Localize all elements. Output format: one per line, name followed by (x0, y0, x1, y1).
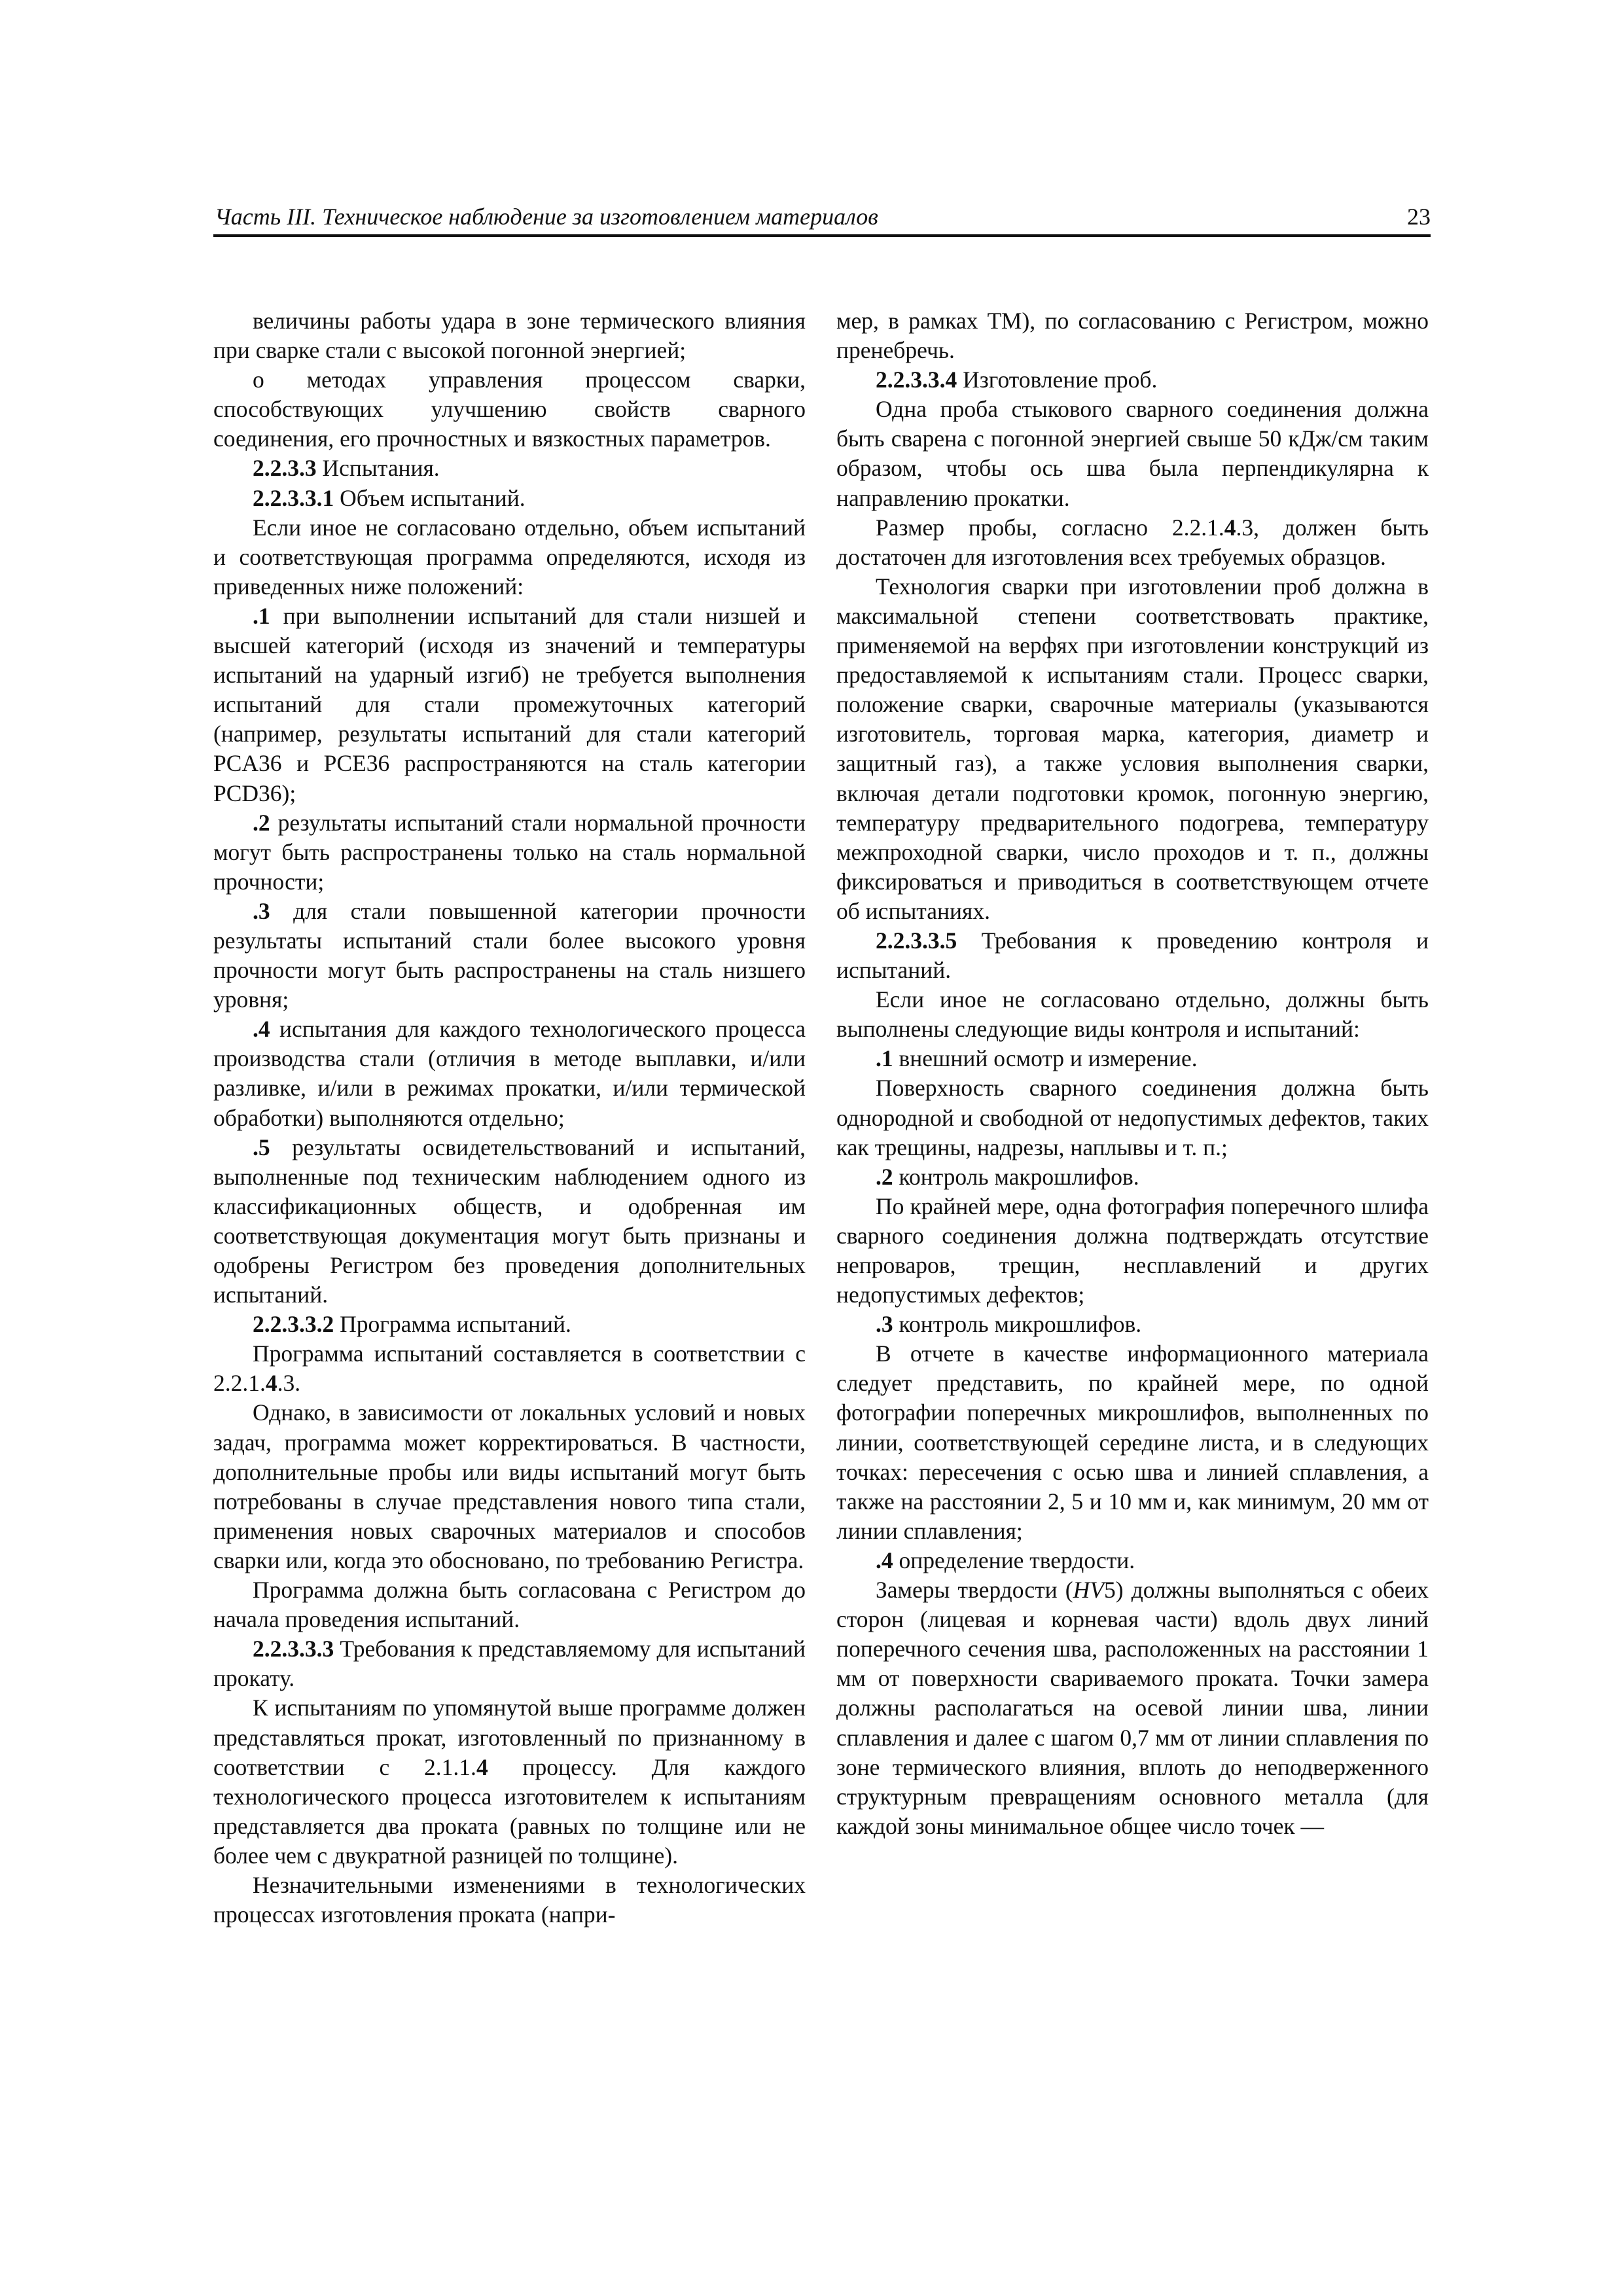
paragraph-text: величины работы удара в зоне термического влияния при сварке стали с высокой погонной энергией; (213, 308, 806, 364)
paragraph (213, 306, 806, 365)
paragraph-text: при выполнении испытаний для стали низшей и высшей категорий (исходя из значений и температуры испытаний на ударный изгиб) не требуется выполнения испытаний для стали промежуточных категорий (например, результаты испытаний для стали категорий PCA36 и PCE36 распространяются на сталь категории PCD36); (213, 602, 806, 806)
paragraph-text: Изготовление проб. (957, 367, 1158, 393)
page-number: 23 (1407, 204, 1431, 230)
paragraph (213, 484, 806, 513)
clause-number: .4 (253, 1016, 270, 1043)
clause-number: .3 (876, 1311, 893, 1338)
paragraph-text-tail: процессу. Для каждого технологического процесса изготовителем к испытаниям представляется два проката (равных по толщине или не более чем с двукратной разницей по толщине). (213, 1753, 806, 1869)
paragraph-text: мер, в рамках ТМ), по согласованию с Регистром, можно пренебречь. (836, 308, 1429, 364)
paragraph (836, 985, 1429, 1044)
paragraph-text: Технология сварки при изготовлении проб должна в максимальной степени соответствовать практике, применяемой на верфях при изготовлении конструкций из предоставляемой к испытаниям стали. Процесс сварки, положение сварки, сварочные материалы (указываются изготовитель, торговая марка, категория, диаметр и защитный газ), а также условия выполнения сварки, включая детали подготовки кромок, погонную энергию, температуру предварительного подогрева, температуру межпроходной сварки, число проходов и т. п., должны фиксироваться и приводиться в соответствующем отчете об испытаниях. (836, 573, 1429, 924)
paragraph (836, 306, 1429, 365)
paragraph (836, 1546, 1429, 1575)
paragraph (836, 572, 1429, 926)
paragraph (213, 808, 806, 897)
paragraph (213, 1575, 806, 1634)
paragraph (836, 395, 1429, 512)
paragraph-text: внешний осмотр и измерение. (893, 1045, 1198, 1072)
clause-number: 2.2.3.3.3 (253, 1636, 334, 1662)
left-column (213, 306, 806, 1929)
paragraph (213, 1398, 806, 1575)
paragraph (836, 365, 1429, 395)
paragraph-text-tail: .3, должен быть достаточен для изготовления всех требуемых образцов. (836, 514, 1429, 570)
paragraph (836, 1339, 1429, 1546)
clause-number: .5 (253, 1134, 270, 1160)
right-column (836, 306, 1429, 1841)
paragraph-text: По крайней мере, одна фотография поперечного шлифа сварного соединения должна подтверждать отсутствие непроваров, трещин, несплавлений и других недопустимых дефектов; (836, 1193, 1429, 1308)
paragraph (836, 513, 1429, 572)
paragraph-text: испытания для каждого технологического процесса производства стали (отличия в методе выплавки, и/или разливке, и/или в режимах прокатки, и/или термической обработки) выполняются отдельно; (213, 1016, 806, 1131)
running-title: Часть III. Техническое наблюдение за изготовлением материалов (215, 204, 878, 230)
clause-number: 2.2.3.3.1 (253, 484, 334, 511)
italic-term: HV (1073, 1577, 1104, 1604)
paragraph (836, 1310, 1429, 1339)
paragraph-text: Программа испытаний. (334, 1311, 571, 1338)
paragraph (213, 1014, 806, 1132)
paragraph-text: Требования к представляемому для испытаний прокату. (213, 1636, 806, 1692)
paragraph (836, 1192, 1429, 1310)
paragraph-text: контроль микрошлифов. (893, 1311, 1142, 1338)
paragraph-text: Если иное не согласовано отдельно, объем испытаний и соответствующая программа определяются, исходя из приведенных ниже положений: (213, 514, 806, 600)
paragraph-text: определение твердости. (893, 1547, 1135, 1573)
paragraph-text: Размер пробы, согласно 2.2.1. (876, 514, 1224, 541)
paragraph-text: В отчете в качестве информационного материала следует представить, по крайней мере, по одной фотографии поперечных микрошлифов, выполненных по линии, соответствующей середине листа, и в следующих точках: пересечения с осью шва и линией сплавления, а также на расстоянии 2, 5 и 10 мм и, как минимум, 20 мм от линии сплавления; (836, 1340, 1429, 1544)
paragraph-text: о методах управления процессом сварки, способствующих улучшению свойств сварного соединения, его прочностных и вязкостных параметров. (213, 367, 806, 452)
paragraph-text: Замеры твердости ( (876, 1577, 1073, 1604)
bold-reference: 4 (265, 1370, 277, 1397)
clause-number: .1 (253, 602, 270, 629)
paragraph (213, 454, 806, 483)
paragraph (213, 897, 806, 1014)
paragraph (836, 1073, 1429, 1162)
paragraph-text: Однако, в зависимости от локальных условий и новых задач, программа может корректироваться. В частности, дополнительные пробы или виды испытаний могут быть потребованы в случае представления нового типа стали, применения новых сварочных материалов и способов сварки или, когда это обосновано, по требованию Регистра. (213, 1399, 806, 1573)
paragraph (213, 1871, 806, 1929)
paragraph (213, 1310, 806, 1339)
paragraph (213, 1634, 806, 1693)
paragraph-text-tail: 5) должны выполняться с обеих сторон (лицевая и корневая части) вдоль двух линий поперечного сечения шва, расположенных на расстоянии 1 мм от поверхности свариваемого проката. Точки замера должны располагаться на осевой линии шва, линии сплавления и далее с шагом 0,7 мм от линии сплавления по зоне термического влияния, вплоть до неподверженного структурным превращениям основного металла (для каждой зоны минимальное общее число точек — (836, 1577, 1429, 1839)
paragraph (213, 601, 806, 808)
clause-number: .4 (876, 1547, 893, 1573)
paragraph-text: Незначительными изменениями в технологических процессах изготовления проката (напри- (213, 1871, 806, 1928)
paragraph-text: для стали повышенной категории прочности результаты испытаний стали более высокого уровня прочности могут быть распространены на сталь низшего уровня; (213, 897, 806, 1013)
paragraph-text: Поверхность сварного соединения должна быть однородной и свободной от недопустимых дефектов, таких как трещины, надрезы, наплывы и т. п.; (836, 1075, 1429, 1160)
clause-number: .3 (253, 897, 270, 924)
clause-number: 2.2.3.3.4 (876, 367, 957, 393)
paragraph-text: Требования к проведению контроля и испытаний. (836, 927, 1429, 984)
paragraph-text: Объем испытаний. (334, 484, 526, 511)
paragraph (213, 1339, 806, 1398)
paragraph (836, 1575, 1429, 1841)
clause-number: 2.2.3.3.2 (253, 1311, 334, 1338)
clause-number: .1 (876, 1045, 893, 1072)
clause-number: .2 (253, 809, 270, 836)
paragraph (836, 1044, 1429, 1073)
paragraph-text: Программа должна быть согласована с Регистром до начала проведения испытаний. (213, 1577, 806, 1633)
paragraph (213, 1133, 806, 1310)
paragraph-text: К испытаниям по упомянутой выше программе должен представляться прокат, изготовленный по признанному в соответствии с 2.1.1. (213, 1695, 806, 1780)
paragraph (213, 513, 806, 601)
clause-number: 2.2.3.3.5 (876, 927, 957, 954)
paragraph (836, 1162, 1429, 1192)
paragraph-text: контроль макрошлифов. (893, 1163, 1139, 1190)
paragraph-text: Программа испытаний составляется в соответствии с 2.2.1. (213, 1340, 806, 1397)
paragraph-text-tail: .3. (277, 1370, 301, 1397)
paragraph-text: Одна проба стыкового сварного соединения должна быть сварена с погонной энергией свыше 50 кДж/см таким образом, чтобы ось шва была перпендикулярна к направлению прокатки. (836, 396, 1429, 511)
clause-number: .2 (876, 1163, 893, 1190)
bold-reference: 4 (476, 1753, 488, 1780)
paragraph (836, 926, 1429, 985)
paragraph-text: Если иное не согласовано отдельно, должны быть выполнены следующие виды контроля и испытаний: (836, 986, 1429, 1043)
paragraph-text: результаты освидетельствований и испытаний, выполненные под техническим наблюдением одного из классификационных обществ, и одобренная им соответствующая документация могут быть признаны и одобрены Регистром без проведения дополнительных испытаний. (213, 1134, 806, 1308)
paragraph-text: результаты испытаний стали нормальной прочности могут быть распространены только на сталь нормальной прочности; (213, 809, 806, 895)
clause-number: 2.2.3.3 (253, 455, 317, 482)
paragraph-text: Испытания. (316, 455, 440, 482)
bold-reference: 4 (1224, 514, 1236, 541)
running-header (213, 196, 1431, 237)
paragraph (213, 1693, 806, 1871)
paragraph (213, 365, 806, 454)
